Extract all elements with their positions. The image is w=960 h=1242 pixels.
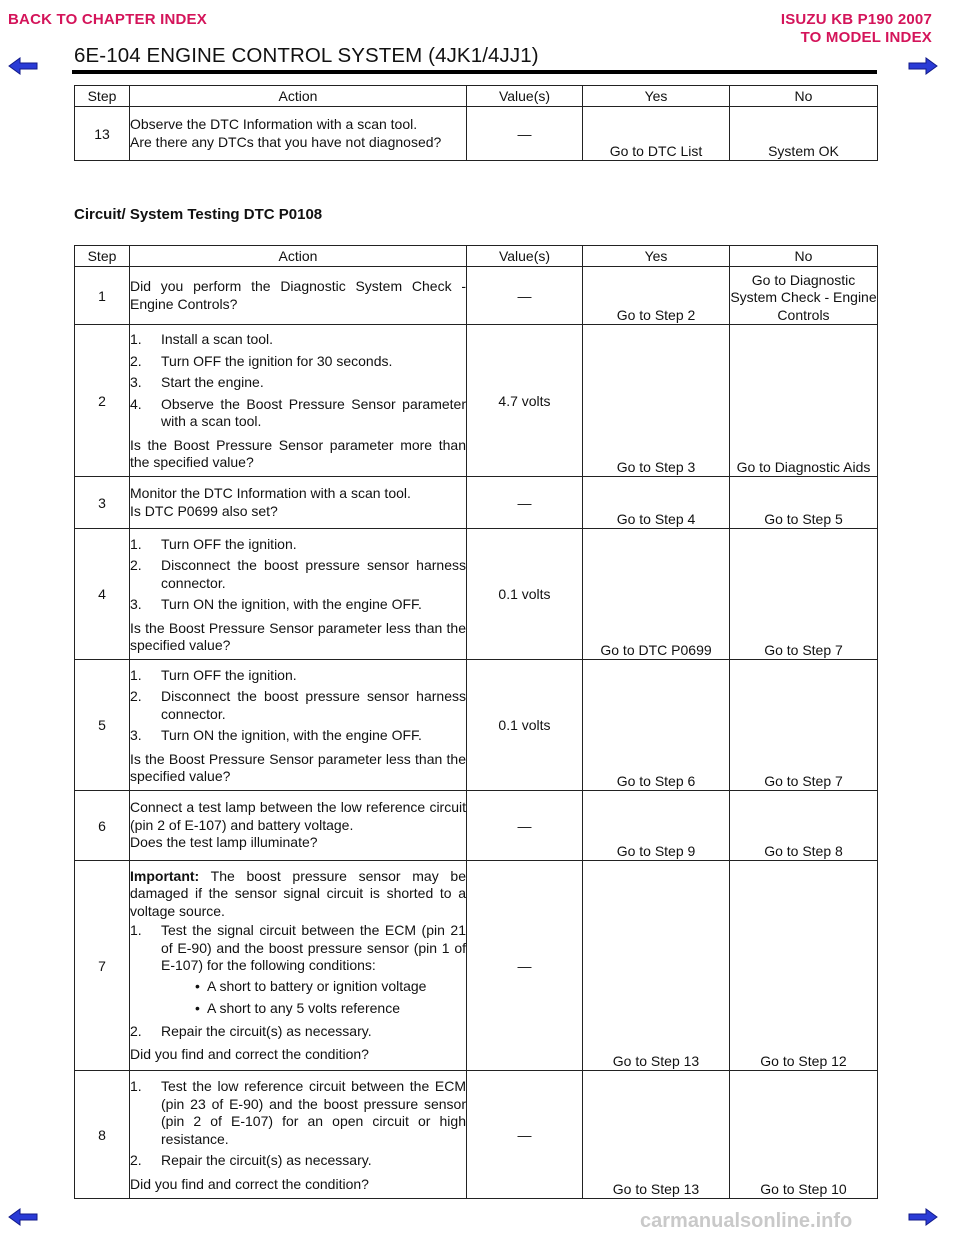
yes-link[interactable]: Go to Step 6 — [583, 660, 730, 791]
action-question: Are there any DTCs that you have not diagnosed? — [130, 133, 442, 150]
action-step: 1. Install a scan tool. — [130, 331, 274, 348]
no-link[interactable]: Go to Step 7 — [730, 529, 878, 660]
previous-page-arrow-icon[interactable] — [8, 1208, 38, 1226]
column-header-yes: Yes — [583, 246, 730, 267]
action-question: Did you find and correct the condition? — [130, 1175, 369, 1192]
action-steps-list — [130, 536, 466, 614]
value-cell: — — [467, 477, 583, 529]
action-step: 2. Repair the circuit(s) as necessary. — [130, 1152, 372, 1168]
yes-link[interactable]: Go to Step 13 — [583, 1071, 730, 1199]
action-cell — [130, 529, 467, 660]
action-step: 2. Disconnect the boost pressure sensor harness connector. — [130, 557, 466, 591]
section-heading: Circuit/ System Testing DTC P0108 — [74, 206, 323, 223]
step-number: 6 — [75, 791, 130, 861]
model-title: ISUZU KB P190 2007 — [780, 11, 932, 28]
yes-link[interactable]: Go to Step 2 — [583, 267, 730, 325]
action-cell — [130, 325, 467, 477]
action-question: Is the Boost Pressure Sensor parameter more than the specified value? — [130, 436, 466, 471]
watermark: carmanualsonline.info — [640, 1210, 853, 1232]
action-cell — [130, 477, 467, 529]
action-step: 2. Turn OFF the ignition for 30 seconds. — [130, 352, 393, 369]
action-question: Did you find and correct the condition? — [130, 1046, 369, 1062]
column-header-action: Action — [130, 246, 467, 267]
action-text: Monitor the DTC Information with a scan tool. — [130, 485, 411, 501]
page-title: 6E-104 ENGINE CONTROL SYSTEM (4JK1/4JJ1) — [74, 44, 539, 67]
condition-item: • A short to any 5 volts reference — [195, 1000, 400, 1016]
yes-link[interactable]: Go to DTC P0699 — [583, 529, 730, 660]
action-step: 3. Start the engine. — [130, 374, 264, 391]
back-to-chapter-index-link[interactable]: BACK TO CHAPTER INDEX — [8, 11, 207, 28]
action-cell — [130, 861, 467, 1071]
column-header-no: No — [730, 86, 878, 107]
action-cell — [130, 1071, 467, 1199]
step-number: 3 — [75, 477, 130, 529]
table-header-row — [75, 246, 878, 267]
column-header-value: Value(s) — [467, 246, 583, 267]
table-header-row — [75, 86, 878, 107]
no-link[interactable]: Go to Step 10 — [730, 1071, 878, 1199]
action-step: 3. Turn ON the ignition, with the engine OFF. — [130, 727, 422, 743]
condition-list — [161, 978, 466, 1018]
diagnostic-table-p0108 — [74, 245, 878, 1199]
important-text: The boost pressure sensor may be damaged if the sensor signal circuit is shorted to a voltage source. — [130, 867, 466, 919]
action-step: 2. Disconnect the boost pressure sensor harness connector. — [130, 688, 466, 722]
next-page-arrow-icon[interactable] — [908, 1208, 938, 1226]
value-cell: — — [467, 267, 583, 325]
table-row — [75, 267, 878, 325]
no-link[interactable]: Go to Step 12 — [730, 861, 878, 1071]
action-question: Is the Boost Pressure Sensor parameter less than the specified value? — [130, 750, 466, 784]
column-header-yes: Yes — [583, 86, 730, 107]
no-link[interactable]: Go to Step 8 — [730, 791, 878, 861]
action-step: 1. Test the signal circuit between the ECM (pin 21 of E-90) and the boost pressure sensor (pin 1 of E-107) for the following conditions: • A short to battery or ignition voltage • A short to any 5 volts reference — [130, 922, 466, 1016]
table-row — [75, 107, 878, 161]
action-step: 2. Repair the circuit(s) as necessary. — [130, 1022, 372, 1039]
column-header-no: No — [730, 246, 878, 267]
action-step: 4. Observe the Boost Pressure Sensor parameter with a scan tool. — [130, 395, 466, 430]
action-step: 3. Turn ON the ignition, with the engine OFF. — [130, 596, 422, 612]
diagnostic-table-top — [74, 85, 878, 161]
no-link[interactable]: Go to Diagnostic System Check - Engine Controls — [730, 267, 878, 325]
action-steps-list — [130, 331, 466, 431]
to-model-index-link[interactable]: TO MODEL INDEX — [800, 29, 932, 46]
yes-link[interactable]: Go to Step 4 — [583, 477, 730, 529]
condition-item: • A short to battery or ignition voltage — [195, 977, 427, 994]
action-cell — [130, 107, 467, 161]
previous-page-arrow-icon[interactable] — [8, 57, 38, 75]
value-cell: 0.1 volts — [467, 660, 583, 791]
table-row — [75, 529, 878, 660]
action-text: Observe the DTC Information with a scan tool. — [130, 116, 418, 132]
title-divider — [72, 70, 877, 74]
no-link[interactable]: Go to Step 5 — [730, 477, 878, 529]
value-cell: — — [467, 791, 583, 861]
step-number: 5 — [75, 660, 130, 791]
column-header-step: Step — [75, 246, 130, 267]
value-cell: 4.7 volts — [467, 325, 583, 477]
value-cell: — — [467, 1071, 583, 1199]
step-number: 1 — [75, 267, 130, 325]
value-cell: — — [467, 107, 583, 161]
column-header-action: Action — [130, 86, 467, 107]
action-question: Is DTC P0699 also set? — [130, 502, 278, 519]
yes-link[interactable]: Go to Step 13 — [583, 861, 730, 1071]
value-cell: — — [467, 861, 583, 1071]
table-row — [75, 325, 878, 477]
action-steps-list — [130, 1078, 466, 1170]
table-row — [75, 791, 878, 861]
step-number: 4 — [75, 529, 130, 660]
important-label: Important: — [130, 867, 200, 884]
action-step: 1. Test the low reference circuit between the ECM (pin 23 of E-90) and the boost pressure sensor (pin 2 of E-107) for an open circuit or high resistance. — [130, 1078, 466, 1147]
yes-link[interactable]: Go to Step 9 — [583, 791, 730, 861]
no-link[interactable]: Go to Step 7 — [730, 660, 878, 791]
table-row — [75, 477, 878, 529]
value-cell: 0.1 volts — [467, 529, 583, 660]
no-link[interactable]: System OK — [730, 107, 878, 161]
table-row — [75, 660, 878, 791]
action-cell — [130, 791, 467, 861]
action-text: Did you perform the Diagnostic System Check - Engine Controls? — [130, 278, 466, 312]
action-question: Does the test lamp illuminate? — [130, 834, 318, 851]
step-number: 13 — [75, 107, 130, 161]
next-page-arrow-icon[interactable] — [908, 57, 938, 75]
action-cell — [130, 267, 467, 325]
yes-link[interactable]: Go to DTC List — [583, 107, 730, 161]
action-steps-list — [130, 922, 466, 1040]
step-number: 8 — [75, 1071, 130, 1199]
action-step: 1. Turn OFF the ignition. — [130, 535, 297, 552]
action-question: Is the Boost Pressure Sensor parameter less than the specified value? — [130, 619, 466, 653]
step-number: 7 — [75, 861, 130, 1071]
table-row — [75, 861, 878, 1071]
table-row — [75, 1071, 878, 1199]
action-step: 1. Turn OFF the ignition. — [130, 666, 297, 683]
important-note — [130, 868, 466, 921]
action-steps-list — [130, 667, 466, 745]
action-cell — [130, 660, 467, 791]
yes-link[interactable]: Go to Step 3 — [583, 325, 730, 477]
no-link[interactable]: Go to Diagnostic Aids — [730, 325, 878, 477]
step-number: 2 — [75, 325, 130, 477]
column-header-value: Value(s) — [467, 86, 583, 107]
column-header-step: Step — [75, 86, 130, 107]
action-text: Connect a test lamp between the low reference circuit (pin 2 of E-107) and battery voltage. — [130, 799, 466, 833]
